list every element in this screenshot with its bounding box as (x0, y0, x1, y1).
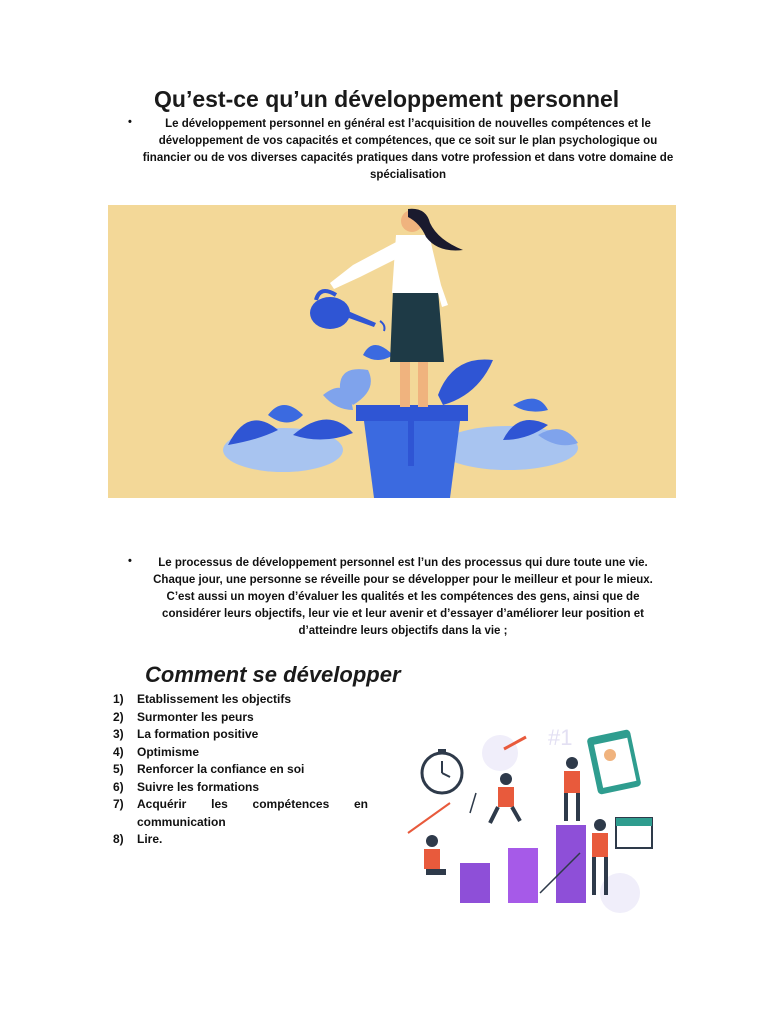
watering-plant-illustration (108, 205, 676, 498)
bullet-marker: • (128, 116, 132, 128)
list-item: 3) La formation positive (113, 727, 259, 741)
list-item: 5) Renforcer la confiance en soi (113, 762, 305, 776)
page-title: Qu’est-ce qu’un développement personnel (154, 86, 620, 112)
career-growth-illustration (380, 693, 680, 921)
list-item: 2) Surmonter les peurs (113, 709, 254, 724)
bullet-marker: • (128, 555, 132, 567)
list-item: 1) Etablissement les objectifs (113, 692, 292, 706)
list-item: 6) Suivre les formations (113, 779, 260, 794)
process-paragraph: Le processus de développement personnel est l’un des processus qui dure toute une vie. Chaque jour, une personne se réveille pour se développer pour le meilleur et pour le mieux. C’est aussi un moyen d’évaluer les qualités et les compétences des gens, ainsi que de considérer leurs objectifs, leur vie et leur avenir et d’essayer d’améliorer leur position et d’atteindre leurs objectifs dans la vie ; (153, 557, 653, 637)
section-heading: Comment se développer (145, 662, 401, 687)
hash-one-text: #1 (548, 725, 573, 750)
development-steps-list (113, 691, 368, 849)
list-item: 4) Optimisme (113, 744, 200, 759)
list-item-continuation: communication (137, 814, 226, 829)
list-item: 8) Lire. (113, 832, 163, 846)
list-item: 7) Acquérir les compétences en (113, 797, 368, 811)
intro-paragraph: Le développement personnel en général est l’acquisition de nouvelles compétences et le développement de vos capacités et compétences, que ce soit sur le plan psychologique ou financier ou de vos diverses capacités pratiques dans votre profession et dans votre domaine de spécialisation (142, 118, 674, 181)
